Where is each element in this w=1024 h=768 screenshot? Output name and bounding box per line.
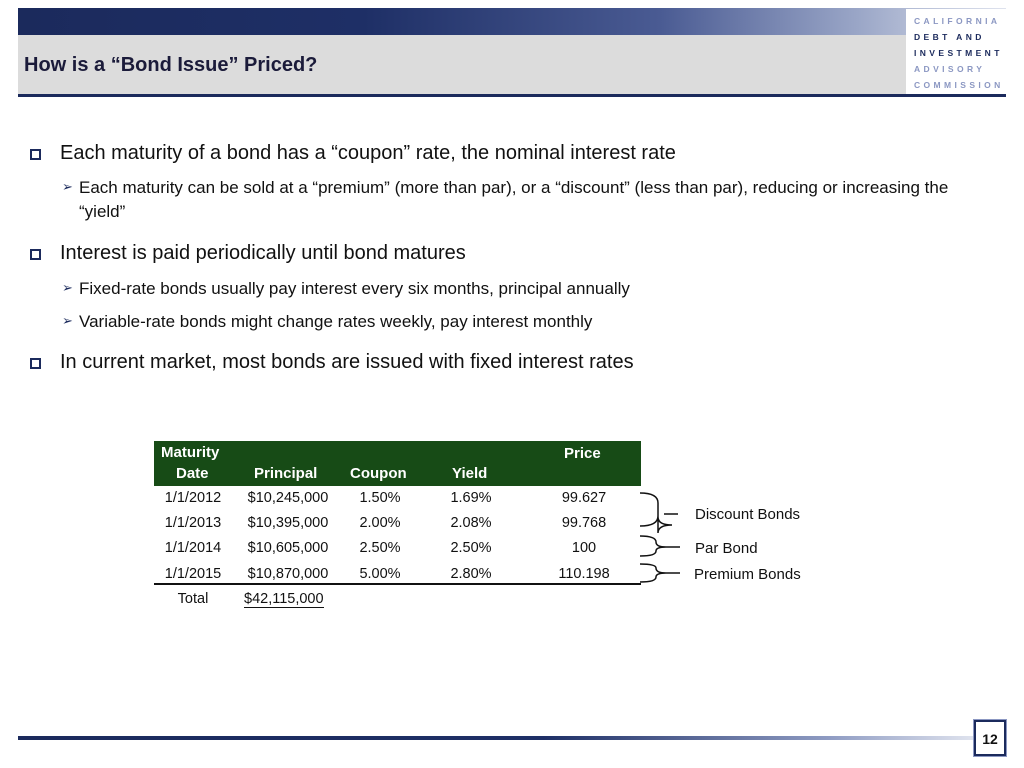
checkbox-bullet-icon <box>30 358 41 369</box>
total-principal-value: $42,115,000 <box>244 591 324 607</box>
bullet-text: Interest is paid periodically until bond matures <box>60 242 466 264</box>
checkbox-bullet-icon <box>30 149 41 160</box>
page-number: 12 <box>974 720 1006 756</box>
par-brace <box>640 536 666 556</box>
cell-coupon: 2.00% <box>359 515 401 531</box>
cell-coupon: 5.00% <box>359 566 401 582</box>
sub-bullet-text: Variable-rate bonds might change rates weekly, pay interest monthly <box>79 312 593 331</box>
sub-bullet-text: Fixed-rate bonds usually pay interest every six months, principal annually <box>79 279 630 298</box>
total-principal <box>244 591 324 607</box>
cell-yield: 2.50% <box>450 540 492 556</box>
brace-group <box>636 488 686 588</box>
cell-coupon: 2.50% <box>359 540 401 556</box>
cell-principal: $10,395,000 <box>247 515 329 531</box>
table-bottom-rule <box>154 583 641 585</box>
cell-principal: $10,605,000 <box>247 540 329 556</box>
cell-date: 1/1/2013 <box>164 515 222 531</box>
cell-principal: $10,245,000 <box>247 490 329 506</box>
premium-bonds-label: Premium Bonds <box>694 566 801 583</box>
cell-price: 100 <box>571 540 597 556</box>
logo-line-3: INVESTMENT <box>914 48 1003 58</box>
header-principal: Principal <box>254 465 318 482</box>
header-maturity: Maturity <box>161 444 220 461</box>
sub-bullet-text: Each maturity can be sold at a “premium” (more than par), or a “discount” (less than par), reducing or increasing the “yield” <box>79 178 949 221</box>
arrow-bullet-icon: ➢ <box>62 179 73 194</box>
arrow-bullet-icon: ➢ <box>62 313 73 328</box>
cell-yield: 2.80% <box>450 566 492 582</box>
premium-brace <box>640 564 666 582</box>
cell-date: 1/1/2012 <box>164 490 222 506</box>
cell-date: 1/1/2015 <box>164 566 222 582</box>
cell-date: 1/1/2014 <box>164 540 222 556</box>
logo-line-4: ADVISORY <box>914 64 986 74</box>
header-top-bar <box>18 8 1006 35</box>
cell-price: 99.768 <box>561 515 607 531</box>
header-date: Date <box>176 465 209 482</box>
logo-line-2: DEBT AND <box>914 32 985 42</box>
cell-coupon: 1.50% <box>359 490 401 506</box>
discount-brace <box>640 493 672 533</box>
discount-bonds-label: Discount Bonds <box>695 506 801 523</box>
title-divider <box>18 94 1006 97</box>
total-label: Total <box>177 591 209 607</box>
header-yield: Yield <box>452 465 488 482</box>
cell-yield: 2.08% <box>450 515 492 531</box>
logo-line-5: COMMISSION <box>914 80 1004 90</box>
header-coupon: Coupon <box>350 465 407 482</box>
footer-rule <box>18 736 973 740</box>
header-price: Price <box>564 445 601 462</box>
par-bond-label: Par Bond <box>695 540 758 557</box>
logo-line-1: CALIFORNIA <box>914 16 1001 26</box>
checkbox-bullet-icon <box>30 249 41 260</box>
cell-price: 99.627 <box>561 490 607 506</box>
arrow-bullet-icon: ➢ <box>62 280 73 295</box>
cell-price: 110.198 <box>558 566 610 582</box>
cell-yield: 1.69% <box>450 490 492 506</box>
slide-title: How is a “Bond Issue” Priced? <box>24 54 318 76</box>
bullet-text: Each maturity of a bond has a “coupon” rate, the nominal interest rate <box>60 142 676 164</box>
cell-principal: $10,870,000 <box>247 566 329 582</box>
bullet-text: In current market, most bonds are issued with fixed interest rates <box>60 351 634 373</box>
